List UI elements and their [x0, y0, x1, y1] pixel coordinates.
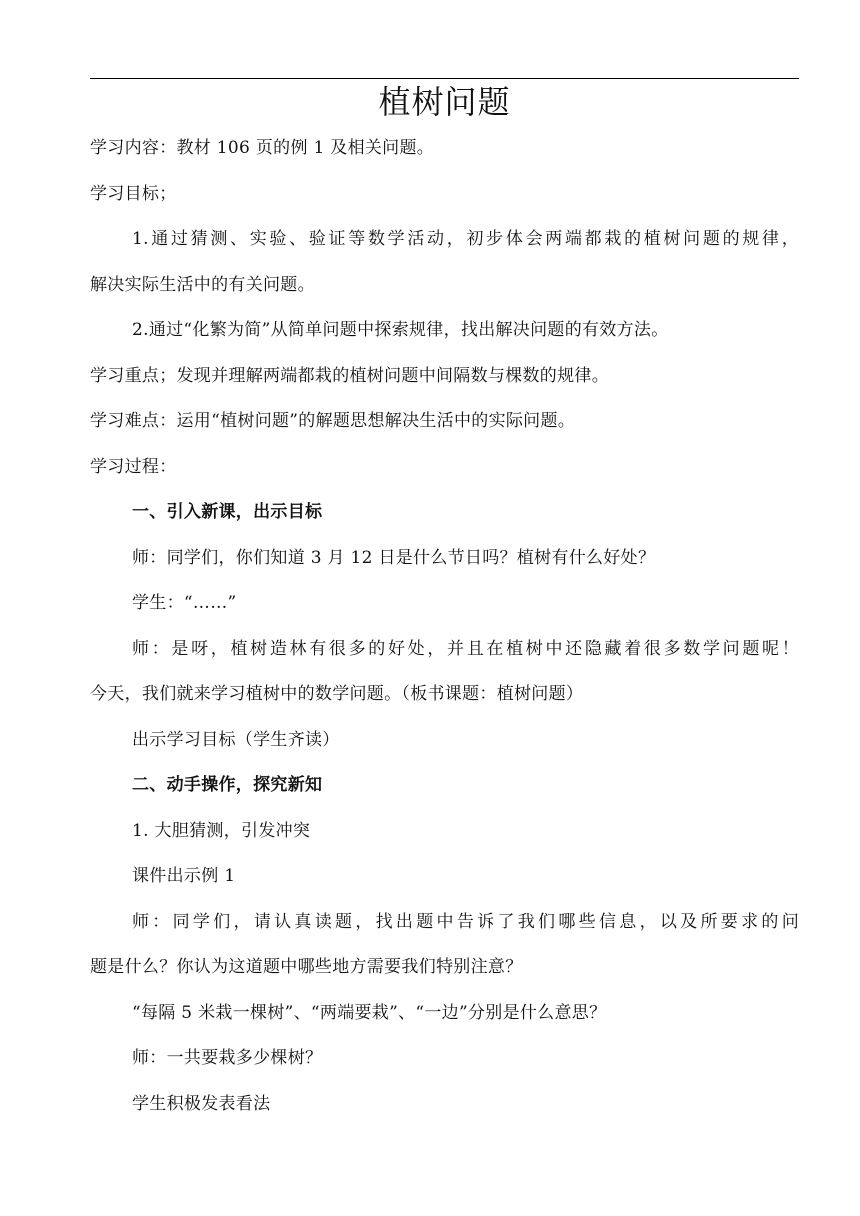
teacher-question-line: 师：同学们，你们知道 3 月 12 日是什么节日吗？植树有什么好处？: [132, 547, 656, 568]
teacher-instruction-line-1: 师：同学们，请认真读题，找出题中告诉了我们哪些信息，以及所要求的问: [132, 911, 799, 932]
teacher-remark-line-2: 今天，我们就来学习植树中的数学问题。（板书课题：植树问题）: [90, 684, 584, 704]
goal-1-line-1: 1.通过猜测、实验、验证等数学活动，初步体会两端都栽的植树问题的规律，: [132, 229, 799, 249]
study-content-line: 学习内容：教材 106 页的例 1 及相关问题。: [90, 138, 435, 158]
key-phrases-line: “每隔 5 米栽一棵树”、“两端要栽”、“一边”分别是什么意思？: [132, 1002, 607, 1023]
goal-1-line-2: 解决实际生活中的有关问题。: [90, 274, 315, 295]
teacher-count-question-line: 师：一共要栽多少棵树？: [132, 1048, 323, 1068]
show-goals-line: 出示学习目标（学生齐读）: [132, 729, 340, 750]
header-rule: [90, 78, 799, 79]
step-1-line: 1. 大胆猜测，引发冲突: [132, 820, 311, 841]
student-response-line: 学生：“……”: [132, 593, 237, 613]
document-body: [90, 126, 799, 1127]
study-focus-line: 学习重点；发现并理解两端都栽的植树问题中间隔数与棵数的规律。: [90, 365, 609, 386]
page-title: 植树问题: [378, 83, 511, 121]
study-process-heading: 学习过程：: [90, 456, 177, 477]
teacher-remark-line-1: 师：是呀，植树造林有很多的好处，并且在植树中还隐藏着很多数学问题呢！: [132, 638, 799, 659]
goal-2-line: 2.通过“化繁为简”从简单问题中探索规律，找出解决问题的有效方法。: [132, 320, 669, 340]
teacher-instruction-line-2: 题是什么？你认为这道题中哪些地方需要我们特别注意？: [90, 957, 523, 977]
students-discuss-line: 学生积极发表看法: [132, 1093, 271, 1114]
section-2-heading: 二、动手操作，探究新知: [132, 775, 323, 795]
study-goals-heading: 学习目标；: [90, 183, 177, 204]
study-difficulty-line: 学习难点：运用“植树问题”的解题思想解决生活中的实际问题。: [90, 411, 576, 431]
section-1-heading: 一、引入新课，出示目标: [132, 502, 323, 522]
courseware-example-line: 课件出示例 1: [132, 866, 236, 886]
